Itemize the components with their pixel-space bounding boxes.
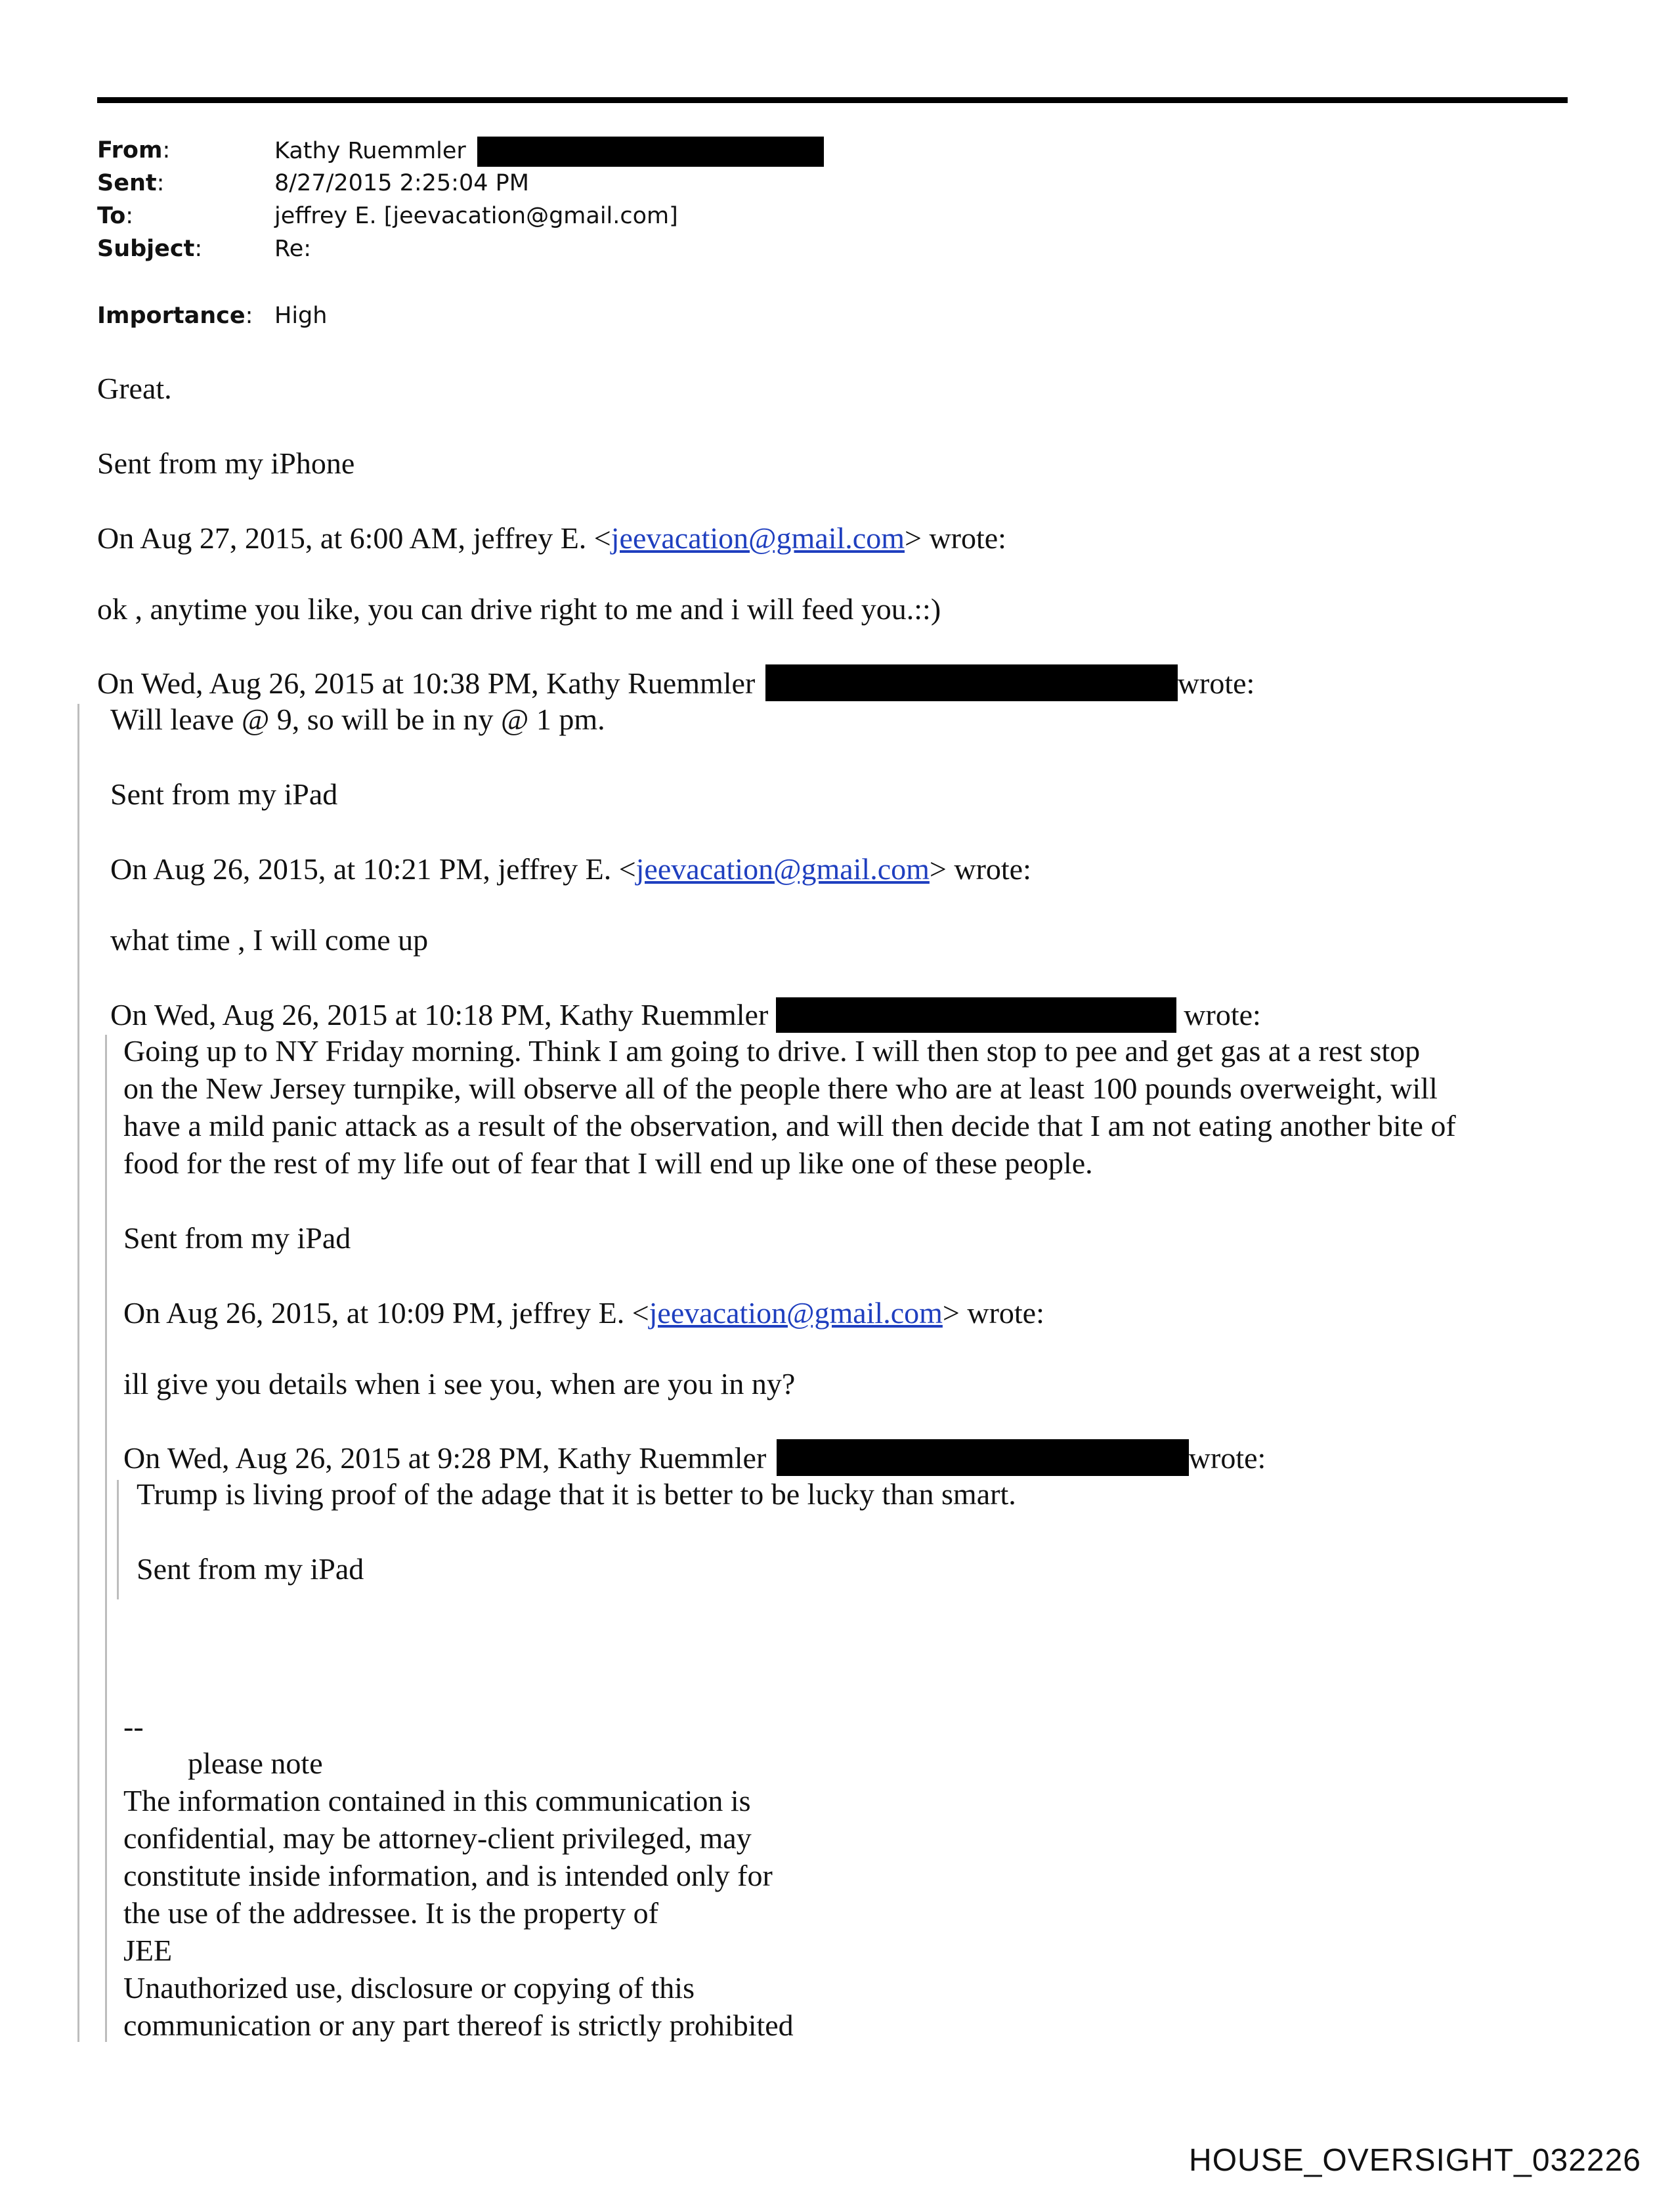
signature-ipad: Sent from my iPad xyxy=(110,777,338,811)
message-text: Trump is living proof of the adage that it is better to be lucky than smart. xyxy=(137,1477,1016,1511)
importance-value: High xyxy=(274,303,328,329)
email-link[interactable]: jeevacation@gmail.com xyxy=(635,852,930,886)
quote-attribution: On Aug 26, 2015, at 10:21 PM, jeffrey E. <jeevacation@gmail.com> wrote: xyxy=(110,852,1031,886)
quote-attribution: On Aug 27, 2015, at 6:00 AM, jeffrey E. <jeevacation@gmail.com> wrote: xyxy=(97,521,1006,555)
quote-attribution: On Wed, Aug 26, 2015 at 10:38 PM, Kathy Ruemmler wrote: xyxy=(97,664,1255,702)
message-text: ok , anytime you like, you can drive right to me and i will feed you.::) xyxy=(97,592,941,626)
redaction-bar xyxy=(776,997,1176,1033)
from-value: Kathy Ruemmler xyxy=(274,138,466,164)
quote-bar-level-3 xyxy=(117,1480,119,1599)
disclaimer-line: confidential, may be attorney-client privileged, may xyxy=(123,1821,752,1855)
sent-label: Sent xyxy=(97,170,157,196)
paragraph-line: on the New Jersey turnpike, will observe all of the people there who are at least 100 pounds overweight, will xyxy=(123,1072,1438,1105)
quote-bar-level-2 xyxy=(105,1035,107,2042)
sent-value: 8/27/2015 2:25:04 PM xyxy=(274,170,529,196)
redaction-bar xyxy=(765,664,1178,701)
header-divider xyxy=(97,97,1568,103)
disclaimer-line: JEE xyxy=(123,1934,173,1967)
disclaimer-line: The information contained in this communication is xyxy=(123,1784,751,1817)
importance-label: Importance xyxy=(97,303,246,329)
bates-number: HOUSE_OVERSIGHT_032226 xyxy=(1189,2143,1641,2178)
disclaimer-line: communication or any part thereof is strictly prohibited xyxy=(123,2008,794,2042)
message-paragraph xyxy=(123,1032,1456,1182)
signature-separator: -- xyxy=(123,1710,144,1743)
paragraph-line: have a mild panic attack as a result of the observation, and will then decide that I am not eating another bite of xyxy=(123,1109,1456,1142)
email-link[interactable]: jeevacation@gmail.com xyxy=(611,521,905,555)
subject-value: Re: xyxy=(274,236,312,262)
message-text: ill give you details when i see you, when are you in ny? xyxy=(123,1367,796,1400)
disclaimer-line: the use of the addressee. It is the property of xyxy=(123,1896,658,1930)
signature-ipad: Sent from my iPad xyxy=(123,1221,351,1255)
message-text: Will leave @ 9, so will be in ny @ 1 pm. xyxy=(110,703,605,736)
reply-text: Great. xyxy=(97,372,172,405)
to-value: jeffrey E. [jeevacation@gmail.com] xyxy=(274,203,678,229)
message-text: what time , I will come up xyxy=(110,923,429,957)
disclaimer-line: constitute inside information, and is intended only for xyxy=(123,1859,773,1892)
signature-ipad: Sent from my iPad xyxy=(137,1552,364,1586)
redaction-bar xyxy=(777,1439,1189,1476)
to-label: To xyxy=(97,203,126,229)
subject-label: Subject xyxy=(97,236,195,262)
disclaimer-title: please note xyxy=(188,1746,323,1780)
quote-attribution: On Wed, Aug 26, 2015 at 9:28 PM, Kathy Ruemmler wrote: xyxy=(123,1439,1266,1477)
disclaimer-paragraph xyxy=(123,1782,794,2044)
signature-iphone: Sent from my iPhone xyxy=(97,446,355,480)
redaction-bar xyxy=(477,137,824,167)
paragraph-line: food for the rest of my life out of fear that I will end up like one of these people. xyxy=(123,1146,1093,1180)
disclaimer-line: Unauthorized use, disclosure or copying of this xyxy=(123,1971,695,2005)
email-link[interactable]: jeevacation@gmail.com xyxy=(649,1296,943,1330)
email-printout-page: From: Kathy Ruemmler Sent: 8/27/2015 2:25:04 PM To: jeffrey E. [jeevacation@gmail.com] Subject: Re: Importance: High Great. Sent from my iPhone On Aug 27, 2015, at 6:00 AM, jeffrey E. <jeevacation@gmail.com> wrote: ok , anytime you like, you can drive right to me and i will feed you.::) On Wed, Aug 26, 2015 at 10:38 PM, Kathy Ruemmler wrote: Will leave @ 9, so will be in ny @ 1 pm. Sent from my iPad On Aug 26, 2015, at 10:21 PM, jeffrey E. <jeevacation@gmail.com> wrote: what time , I will come up On Wed, Aug 26, 2015 at 10:18 PM, Kathy Ruemmler wrote: Going up to NY Friday morning. Think I am going to drive. I will then stop to pee and get gas at a rest stop on the New Jersey turnpike, will observe all of the people there who are at least 100 pounds overweight, will have a mild panic attack as a result of the observation, and will then decide that I am not eating another bite of food for the rest of my life out of fear that I will end up like one of these people. Sent from my iPad On Aug 26, 2015, at 10:09 PM, jeffrey E. <jeevacation@gmail.com> wrote: ill give you details when i see you, when are you in ny? On Wed, Aug 26, 2015 at 9:28 PM, Kathy Ruemmler wrote: Trump is living proof of the adage that it is better to be lucky than smart. Sent from my iPad -- please note The information contained in this communication is confidential, may be attorney-client privileged, may constitute inside information, and is intended only for the use of the addressee. It is the property of JEE Unauthorized use, disclosure or copying of this communication or any part thereof is strictly prohibited HOUSE_OVERSIGHT_032226 xyxy=(0,0,1674,2212)
paragraph-line: Going up to NY Friday morning. Think I am going to drive. I will then stop to pee and get gas at a rest stop xyxy=(123,1034,1421,1068)
quote-attribution: On Aug 26, 2015, at 10:09 PM, jeffrey E. <jeevacation@gmail.com> wrote: xyxy=(123,1296,1044,1330)
quote-attribution: On Wed, Aug 26, 2015 at 10:18 PM, Kathy Ruemmler wrote: xyxy=(110,998,1261,1031)
from-label: From xyxy=(97,137,163,163)
quote-bar-level-1 xyxy=(77,704,79,2042)
